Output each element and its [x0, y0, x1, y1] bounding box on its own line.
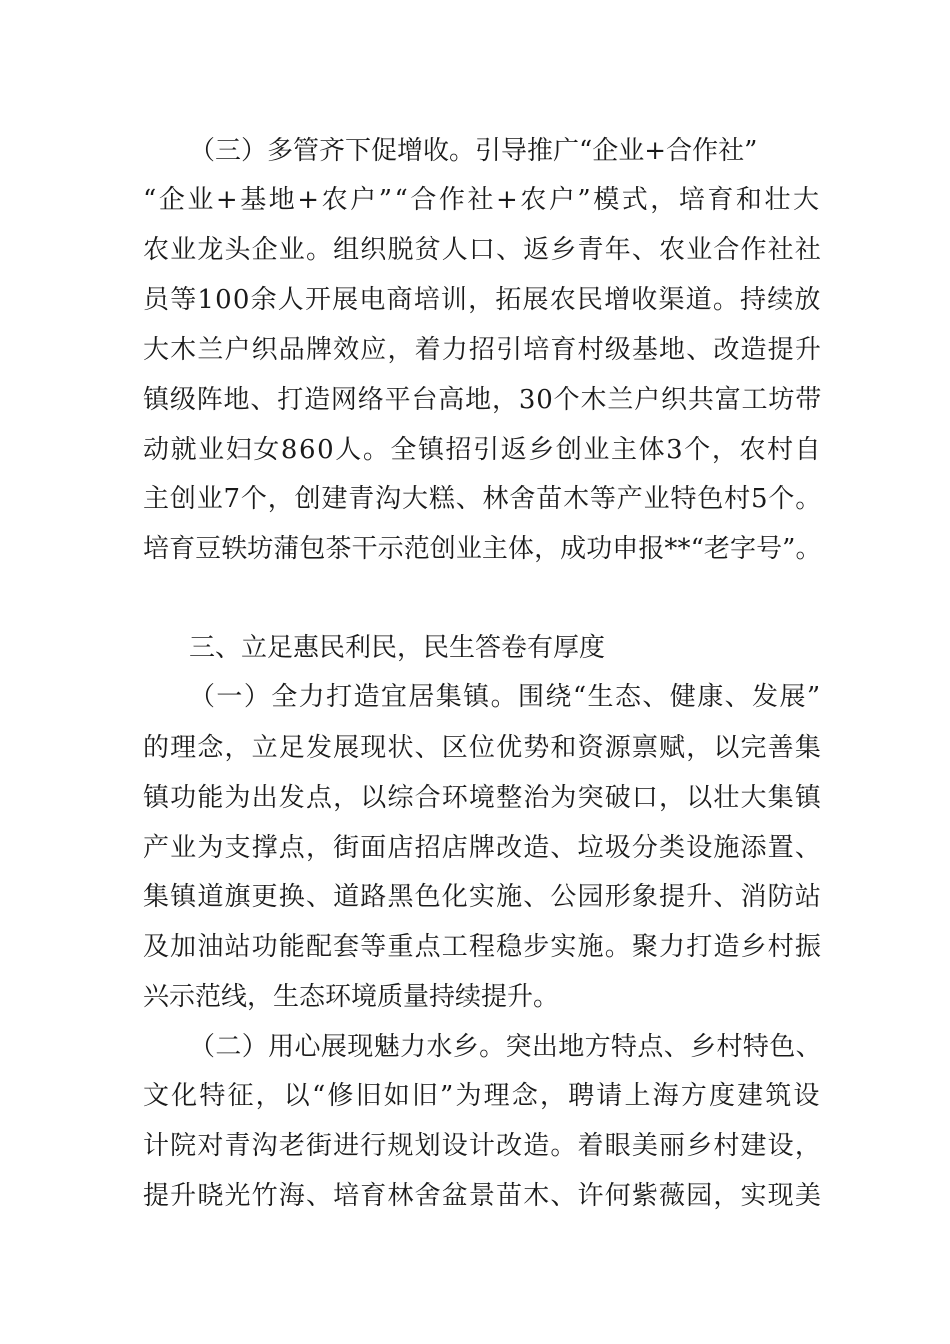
paragraph-line: 主创业7个，创建青沟大糕、林舍苗木等产业特色村5个。 — [143, 484, 823, 514]
paragraph-line: 的理念，立足发展现状、区位优势和资源禀赋，以完善集 — [143, 733, 823, 763]
paragraph-line: （一）全力打造宜居集镇。围绕“生态、健康、发展” — [189, 682, 822, 712]
paragraph-line: 文化特征，以“修旧如旧”为理念，聘请上海方度建筑设 — [143, 1081, 822, 1111]
paragraph-line: 提升晓光竹海、培育林舍盆景苗木、许何紫薇园，实现美 — [143, 1181, 823, 1211]
paragraph-line: 计院对青沟老街进行规划设计改造。着眼美丽乡村建设， — [143, 1131, 823, 1161]
paragraph-line: 员等100余人开展电商培训，拓展农民增收渠道。持续放 — [143, 285, 822, 315]
paragraph-line: 培育豆轶坊蒲包茶干示范创业主体，成功申报**“老字号”。 — [143, 534, 822, 564]
paragraph-line: 镇级阵地、打造网络平台高地，30个木兰户织共富工坊带 — [143, 385, 823, 415]
paragraph-line: 集镇道旗更换、道路黑色化实施、公园形象提升、消防站 — [143, 882, 823, 912]
paragraph-line: 大木兰户织品牌效应，着力招引培育村级基地、改造提升 — [143, 335, 823, 365]
paragraph-line: 及加油站功能配套等重点工程稳步实施。聚力打造乡村振 — [143, 932, 823, 962]
paragraph-line: （三）多管齐下促增收。引导推广“企业+合作社” — [189, 136, 758, 166]
paragraph-line: 兴示范线，生态环境质量持续提升。 — [143, 982, 560, 1012]
paragraph-line: 农业龙头企业。组织脱贫人口、返乡青年、农业合作社社 — [143, 235, 823, 265]
paragraph-line: 动就业妇女860人。全镇招引返乡创业主体3个，农村自 — [143, 435, 823, 465]
paragraph-line: “企业+基地+农户”“合作社+农户”模式，培育和壮大 — [143, 185, 822, 215]
paragraph-line: 产业为支撑点，街面店招店牌改造、垃圾分类设施添置、 — [143, 833, 823, 863]
paragraph-line: 镇功能为出发点，以综合环境整治为突破口，以壮大集镇 — [143, 783, 823, 813]
paragraph-line: （二）用心展现魅力水乡。突出地方特点、乡村特色、 — [189, 1032, 823, 1062]
section-heading: 三、立足惠民利民，民生答卷有厚度 — [189, 633, 606, 663]
